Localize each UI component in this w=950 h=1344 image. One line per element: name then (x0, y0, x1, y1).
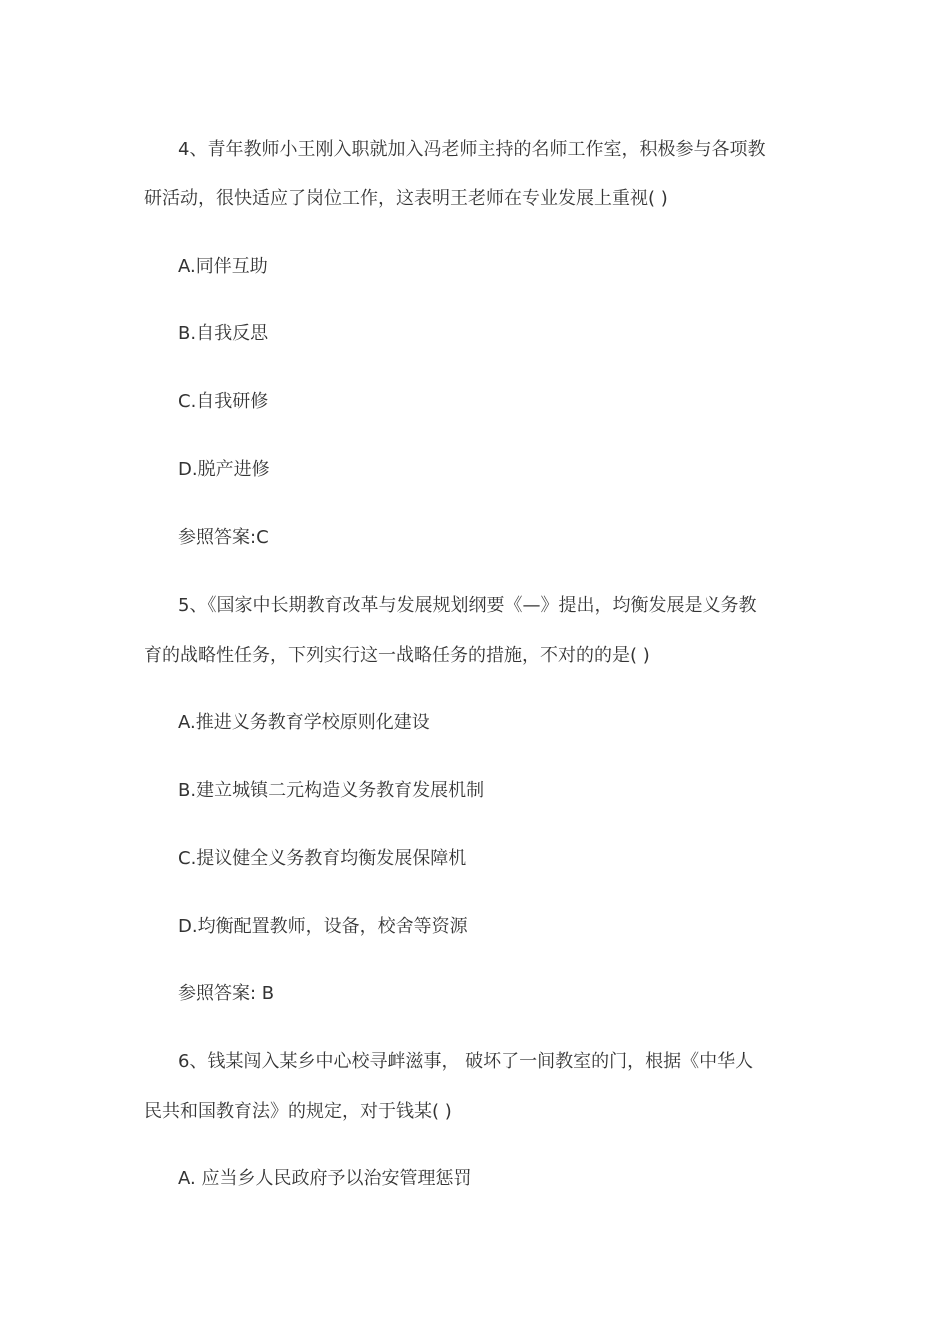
question-4-answer: 参照答案:C (178, 527, 269, 548)
question-5-answer: 参照答案: B (178, 983, 275, 1004)
question-5-stem-line-2: 育的战略性任务，下列实行这一战略任务的措施，不对的的是( ) (144, 645, 650, 666)
question-6-option-a: A. 应当乡人民政府予以治安管理惩罚 (178, 1168, 472, 1189)
question-4-stem-line-1: 4、青年教师小王刚入职就加入冯老师主持的名师工作室，积极参与各项教 (178, 139, 766, 160)
question-5-option-b: B.建立城镇二元构造义务教育发展机制 (178, 780, 485, 801)
question-4-stem-line-2: 研活动，很快适应了岗位工作，这表明王老师在专业发展上重视( ) (144, 188, 668, 209)
question-4-option-d: D.脱产进修 (178, 459, 270, 480)
question-4-option-a: A.同伴互助 (178, 256, 268, 277)
question-5-option-a: A.推进义务教育学校原则化建设 (178, 712, 430, 733)
question-4-option-c: C.自我研修 (178, 391, 269, 412)
question-6-stem-line-1: 6、钱某闯入某乡中心校寻衅滋事， 破坏了一间教室的门，根据《中华人 (178, 1051, 754, 1072)
question-4-option-b: B.自我反思 (178, 323, 269, 344)
question-5-option-c: C.提议健全义务教育均衡发展保障机 (178, 848, 467, 869)
question-5-option-d: D.均衡配置教师，设备，校舍等资源 (178, 916, 468, 937)
question-5-stem-line-1: 5、《国家中长期教育改革与发展规划纲要《—》提出，均衡发展是义务教 (178, 595, 757, 616)
question-6-stem-line-2: 民共和国教育法》的规定，对于钱某( ) (144, 1101, 452, 1122)
